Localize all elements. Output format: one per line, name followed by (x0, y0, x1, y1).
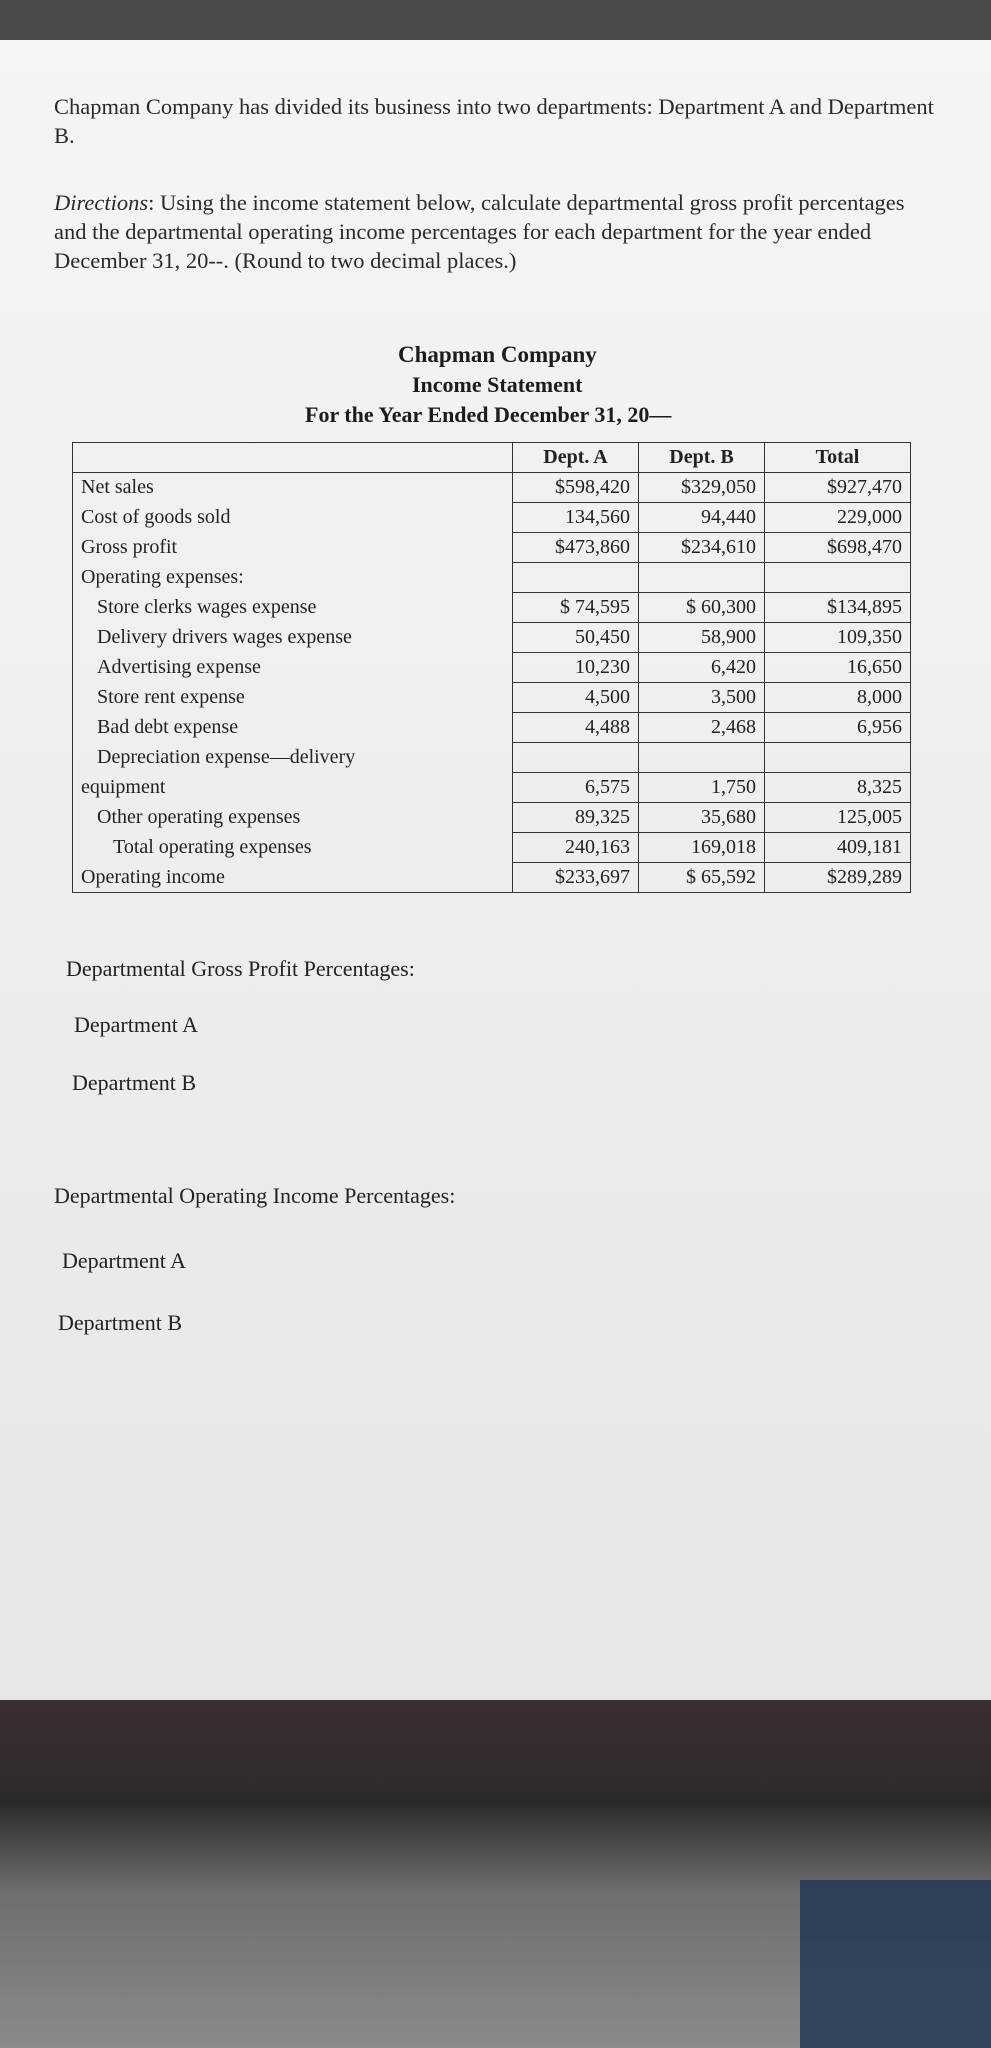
row-label: Net sales (73, 473, 513, 503)
table-row (73, 833, 911, 863)
dept-a-value: 4,488 (513, 713, 639, 743)
dept-b-value (639, 743, 765, 773)
dept-a-value: 89,325 (513, 803, 639, 833)
table-row (73, 863, 911, 893)
total-value: $927,470 (765, 473, 911, 503)
total-value (765, 743, 911, 773)
dept-a-value (513, 563, 639, 593)
table-row (73, 683, 911, 713)
total-value: 8,325 (765, 773, 911, 803)
directions-label: Directions (54, 190, 149, 215)
background-strip (800, 1880, 991, 2048)
row-label: Total operating expenses (73, 833, 513, 863)
dept-b-value: $234,610 (639, 533, 765, 563)
row-label: equipment (73, 773, 513, 803)
dept-a-value: 10,230 (513, 653, 639, 683)
dept-a-value: 4,500 (513, 683, 639, 713)
intro-text: Chapman Company has divided its business into two departments: Department A and Department B. (54, 94, 934, 148)
table-row (73, 623, 911, 653)
row-label: Store clerks wages expense (73, 593, 513, 623)
table-row (73, 713, 911, 743)
dept-b-value: 2,468 (639, 713, 765, 743)
dept-b-value: $ 65,592 (639, 863, 765, 893)
gross-profit-heading: Departmental Gross Profit Percentages: (66, 956, 415, 981)
dept-a-value: 240,163 (513, 833, 639, 863)
table-row (73, 563, 911, 593)
dept-b-value: 169,018 (639, 833, 765, 863)
income-statement-table (72, 442, 911, 893)
column-header: Dept. A (513, 443, 639, 473)
total-value: 125,005 (765, 803, 911, 833)
dept-b-value: $ 60,300 (639, 593, 765, 623)
total-value: 16,650 (765, 653, 911, 683)
total-value: 229,000 (765, 503, 911, 533)
statement-title: Income Statement (412, 372, 583, 397)
total-value: 6,956 (765, 713, 911, 743)
dept-b-value: 35,680 (639, 803, 765, 833)
table-row (73, 503, 911, 533)
row-label: Gross profit (73, 533, 513, 563)
row-label: Bad debt expense (73, 713, 513, 743)
total-value: 409,181 (765, 833, 911, 863)
row-label: Store rent expense (73, 683, 513, 713)
row-label: Delivery drivers wages expense (73, 623, 513, 653)
dept-b-value: $329,050 (639, 473, 765, 503)
total-value: 8,000 (765, 683, 911, 713)
dept-a-value: 50,450 (513, 623, 639, 653)
table-row (73, 533, 911, 563)
dept-b-value: 58,900 (639, 623, 765, 653)
row-label: Cost of goods sold (73, 503, 513, 533)
dept-b-value (639, 563, 765, 593)
table-row (73, 653, 911, 683)
dept-a-value: $233,697 (513, 863, 639, 893)
dept-b-value: 3,500 (639, 683, 765, 713)
table-row (73, 803, 911, 833)
operating-income-heading: Departmental Operating Income Percentages: (54, 1183, 456, 1208)
table-header-row (73, 443, 911, 473)
dept-b-value: 94,440 (639, 503, 765, 533)
total-value: $289,289 (765, 863, 911, 893)
dept-b-value: 1,750 (639, 773, 765, 803)
dept-a-value: $473,860 (513, 533, 639, 563)
row-label: Advertising expense (73, 653, 513, 683)
dept-a-value: 6,575 (513, 773, 639, 803)
dept-a-value: $598,420 (513, 473, 639, 503)
row-label: Other operating expenses (73, 803, 513, 833)
gross-dept-a-label: Department A (74, 1012, 199, 1037)
dept-a-value: 134,560 (513, 503, 639, 533)
row-label: Operating income (73, 863, 513, 893)
total-value: $698,470 (765, 533, 911, 563)
op-dept-a-label: Department A (62, 1248, 187, 1273)
table-row (73, 773, 911, 803)
dept-b-value: 6,420 (639, 653, 765, 683)
directions-text (54, 188, 934, 275)
dept-a-value (513, 743, 639, 773)
table-row (73, 743, 911, 773)
op-dept-b-label: Department B (58, 1310, 183, 1335)
gross-dept-b-label: Department B (72, 1070, 197, 1095)
row-label: Depreciation expense—delivery (73, 743, 513, 773)
column-header: Dept. B (639, 443, 765, 473)
statement-period: For the Year Ended December 31, 20— (305, 402, 672, 427)
dept-a-value: $ 74,595 (513, 593, 639, 623)
header-blank (73, 443, 513, 473)
column-header: Total (765, 443, 911, 473)
table-row (73, 473, 911, 503)
total-value: $134,895 (765, 593, 911, 623)
total-value (765, 563, 911, 593)
directions-body: : Using the income statement below, calculate departmental gross profit percentages and the departmental operating income percentages for each department for the year ended December 31, 20--. (Round to two decimal places.) (54, 190, 905, 273)
total-value: 109,350 (765, 623, 911, 653)
table-row (73, 593, 911, 623)
row-label: Operating expenses: (73, 563, 513, 593)
company-name: Chapman Company (398, 342, 597, 367)
